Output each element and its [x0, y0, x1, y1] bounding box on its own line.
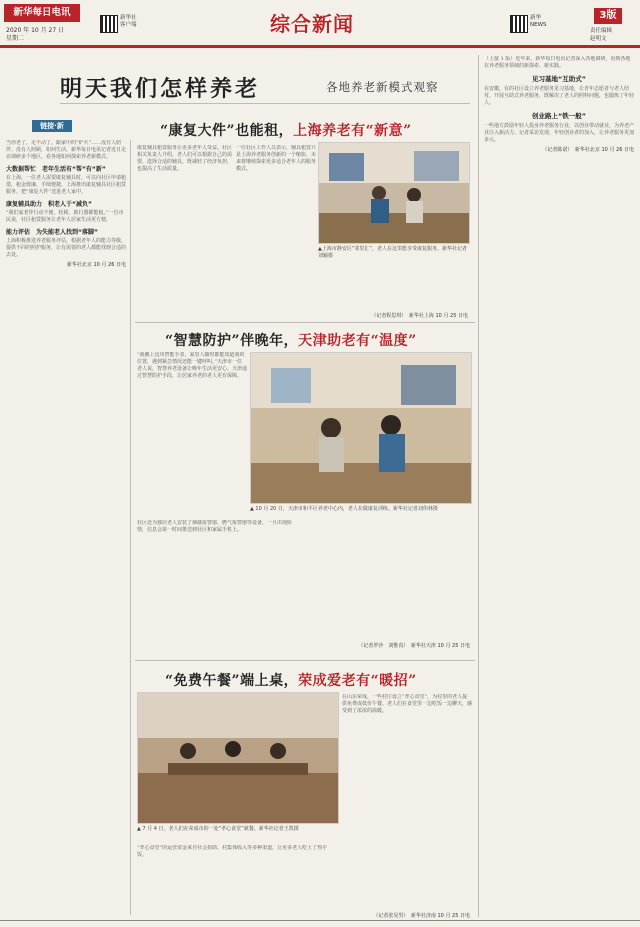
photo-elderly-rehab — [318, 142, 470, 244]
photo-tianjin-center — [250, 352, 472, 504]
article3-column — [342, 694, 472, 844]
masthead-brand: 新华每日电讯 — [4, 4, 80, 22]
header-rule — [0, 45, 640, 48]
section-heading: 康复辅具助力 积老人于“减负” — [6, 201, 92, 208]
left-column — [6, 140, 126, 910]
section-heading: 大数据帮忙 老年生活有“帮”有“新” — [6, 166, 106, 173]
weekday-text: 星期二 — [6, 35, 25, 42]
article-body: “我们家老伴行动不便，轮椅、助行器都能租。”一位市民说，社区租赁服务让老年人居家生活更方便。 — [6, 210, 124, 223]
footer-rule — [0, 920, 640, 921]
date-text: 2020 年 10 月 27 日 — [6, 27, 65, 34]
qr-label-news: 新华 NEWS — [530, 15, 547, 28]
qr-code-icon — [510, 15, 528, 33]
article-body: 在山东荣成，一些村庄设立“孝心食堂”，为村里的老人提供免费或低价午餐。老人们在食堂里一边吃饭一边聊天，感受到了浓浓的温暖。 — [342, 694, 472, 714]
article-lead: 当你老了，走不动了，跟家中的“炉火”……没有人陪伴、没有人照顾，如何生活。新华每日电讯记者近日走访调研多个地区，看各地如何探索养老新模式。 — [6, 140, 126, 160]
headline-part: 上海养老有“新意” — [293, 123, 412, 139]
editor-label: 责任编辑 — [590, 28, 613, 34]
qr-code-icon — [100, 15, 118, 33]
article-headline — [165, 330, 417, 350]
right-column — [484, 56, 634, 914]
headline-part: 天津助老有“温度” — [298, 333, 417, 349]
photo-caption: ▲ 7 月 4 日，老人们在荣成市的一处“孝心食堂”就餐。新华社记者王凯摄 — [137, 826, 299, 832]
divider — [135, 322, 475, 323]
article2-column-b — [137, 520, 297, 640]
divider — [60, 103, 470, 104]
article-body: 上海积极推进养老服务评估，根据老年人的能力等级，提供不同的照护服务，让有需要的老人都能找到合适的去处。 — [6, 238, 126, 258]
article-body: 社区还为独居老人安装了烟感报警器、燃气报警器等设备，一旦出现险情，信息会第一时间推送到社区和家属手机上。 — [137, 520, 293, 533]
series-badge: 链接·新 — [32, 120, 72, 132]
article2-column — [137, 352, 247, 507]
editor-name: 赵明文 — [590, 36, 607, 42]
qr-label-xinhua: 新华社 客户端 — [120, 15, 137, 28]
article-body: 在上海，一位老人需要康复辅具时，可以向社区申请租借，租金低廉、手续便捷。上海推出康复辅具社区租赁服务，把“康复大件”送进老人家中。 — [6, 175, 126, 195]
photo-caption: ▲上海市静安区“邻里汇”，老人在这里能享受康复服务。新华社记者刘颖摄 — [318, 246, 468, 259]
editor-credit — [590, 27, 612, 43]
article1-column-2 — [137, 145, 232, 290]
section-heading: 见习基地“互助式” — [531, 75, 587, 83]
section-heading: 能力评估 为失能老人找到“落脚” — [6, 229, 98, 236]
article1-column-3 — [236, 145, 316, 290]
page-number-badge: 3版 — [594, 8, 622, 24]
section-heading: 创业路上“铁一般” — [531, 112, 587, 120]
byline: 新华社北京 10 月 26 日电 — [66, 262, 126, 268]
article-body: （上接 1 版）近年来，新华每日电讯记者深入各地调研，看到各地在养老服务领域的新探索、新实践。 — [484, 56, 631, 69]
byline: （记者程思琪） 新华社上海 10 月 25 日电 — [371, 313, 468, 319]
column-divider — [130, 140, 131, 915]
headline-part: “免费午餐”端上桌， — [165, 673, 299, 689]
article-body: 康复辅具租赁服务让更多老年人受益。社区相关负责人介绍，老人们可以根据自己的需要，选择合适的辅具，既减轻了经济负担，也提高了生活质量。 — [137, 145, 232, 172]
main-headline: 明天我们怎样养老 — [60, 77, 261, 102]
photo-canteen — [137, 692, 339, 824]
article-headline — [165, 670, 417, 690]
issue-date — [6, 27, 64, 43]
column-divider — [478, 55, 479, 917]
divider — [135, 660, 475, 661]
article-body: 一位社区工作人员表示，辅具租赁只是上海养老服务创新的一个缩影，未来将继续探索更多适合老年人的服务模式。 — [236, 145, 316, 172]
byline: （记者罗沙 刘惟真） 新华社天津 10 月 25 日电 — [358, 643, 470, 649]
article-body: 一些地方鼓励年轻人投身养老服务行业，以创业带动就业，为养老产业注入新活力。记者采访发现，年轻创业者的加入，让养老服务更加多元。 — [484, 123, 634, 143]
main-subhead: 各地养老新模式观察 — [326, 80, 439, 94]
headline-part: 荣成爱老有“暖招” — [298, 673, 417, 689]
headline-part: “智慧防护”伴晚年， — [165, 333, 299, 349]
article-headline — [160, 120, 412, 140]
headline-part: “康复大件”也能租， — [160, 123, 294, 139]
byline: （记者张昊男） 新华社济南 10 月 25 日电 — [373, 913, 470, 919]
article-body: “孝心食堂”的运营资金来自社会捐助、村集体收入等多种渠道，让更多老人吃上了热乎饭。 — [137, 845, 328, 858]
article-body: 在安徽，有的社区设立养老服务见习基地，让青年志愿者与老人结对，开展互助式养老服务，既解决了老人的照料问题，也锻炼了年轻人。 — [484, 86, 634, 106]
section-title: 综合新闻 — [270, 12, 354, 36]
article-body: “我戴上这块智能手表，家里人随时都能知道我的位置，遇到紧急情况还能一键呼叫。”天津市一位老人说，智慧养老设备让晚年生活更安心。天津通过智慧防护手段，让居家养老的老人更有保障。 — [137, 352, 247, 379]
page-header — [0, 0, 640, 44]
article3-column-b — [137, 845, 337, 905]
photo-caption: ▲ 10 月 20 日，天津市和平区养老中心内，老人在做康复训练。新华社记者刘伟林摄 — [250, 506, 438, 512]
byline: （记者陈诺） 新华社北京 10 月 26 日电 — [542, 147, 634, 153]
